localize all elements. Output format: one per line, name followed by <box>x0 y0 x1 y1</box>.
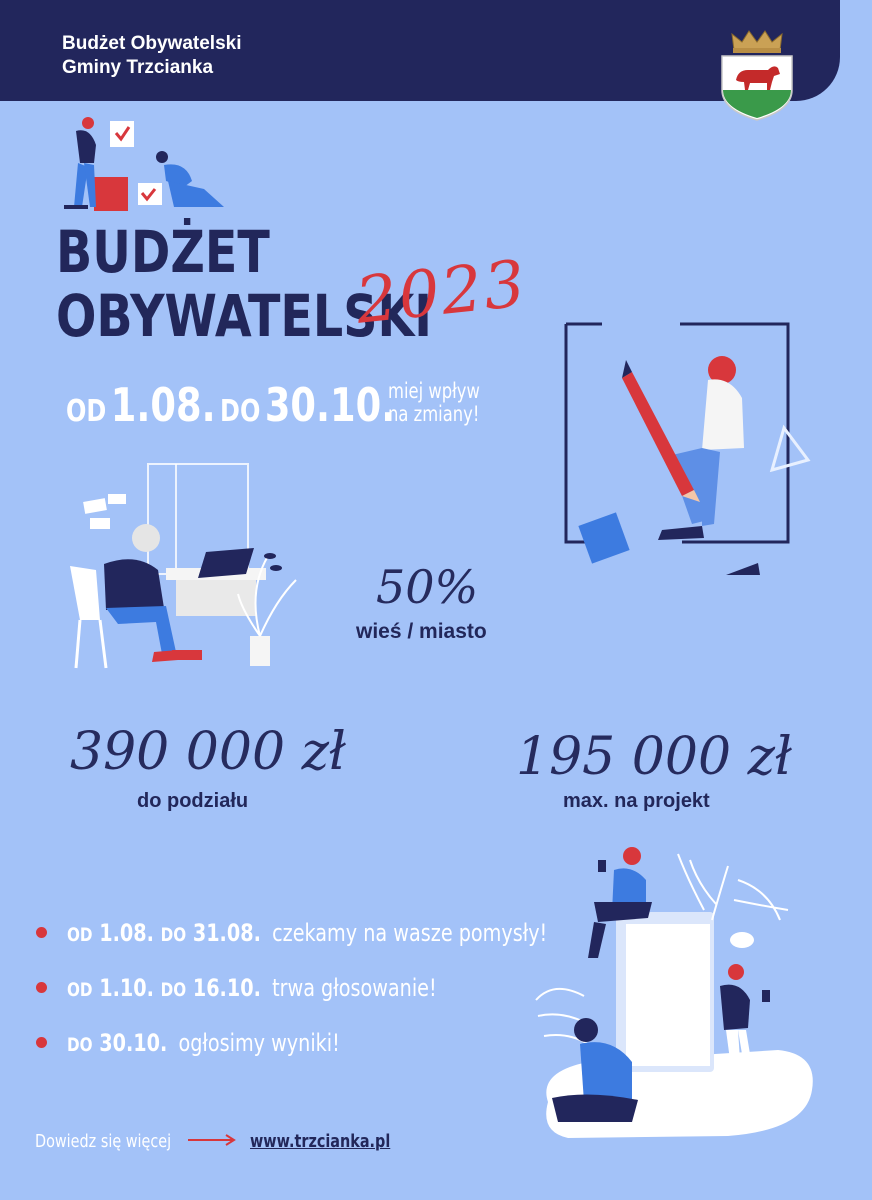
period-to-date: 30.10. <box>264 378 396 432</box>
timeline-dates <box>67 1029 167 1057</box>
bullet-dot <box>36 1037 47 1048</box>
max-project-label: max. na projekt <box>563 790 710 812</box>
split-label: wieś / miasto <box>356 620 487 643</box>
header-title <box>62 32 242 80</box>
phone-people-illustration <box>528 840 828 1145</box>
total-budget-value: 390 000 zł <box>70 722 346 782</box>
desk-worker-illustration <box>66 460 306 670</box>
headline-line1: BUDŻET <box>56 218 270 286</box>
footer-label: Dowiedz się więcej <box>35 1131 172 1152</box>
headline-line2: OBYWATELSKI <box>56 282 433 350</box>
website-link[interactable]: www.trzcianka.pl <box>250 1131 391 1152</box>
headline-year: 2023 <box>352 247 531 339</box>
timeline-from-word: OD <box>67 978 93 1001</box>
tagline-line1: miej wpływ <box>388 379 480 403</box>
period-tagline <box>388 380 480 426</box>
split-percent: 50% <box>376 560 479 614</box>
total-budget-label: do podziału <box>137 790 249 812</box>
timeline-description: ogłosimy wyniki! <box>178 1028 340 1057</box>
timeline-from-word: OD <box>67 923 93 946</box>
period-to-word: DO <box>220 394 261 429</box>
tagline-line2: na zmiany! <box>388 402 480 426</box>
timeline-from-date: 1.10. <box>99 973 154 1002</box>
campaign-period <box>66 378 395 432</box>
header-banner <box>0 0 872 101</box>
period-from-word: OD <box>66 394 107 429</box>
timeline-to-date: 31.08. <box>192 918 261 947</box>
timeline-to-word: DO <box>160 978 187 1001</box>
timeline-item-text <box>67 919 547 947</box>
timeline-dates <box>67 919 261 947</box>
timeline-to-word: DO <box>67 1033 93 1056</box>
max-project-value: 195 000 zł <box>516 727 792 787</box>
timeline-dates <box>67 974 261 1002</box>
timeline-from-date: 1.08. <box>99 918 154 947</box>
arrow-right-icon <box>188 1130 238 1150</box>
timeline-item-text <box>67 1029 340 1057</box>
bullet-dot <box>36 982 47 993</box>
voting-people-illustration <box>54 115 229 215</box>
timeline-description: trwa głosowanie! <box>272 973 437 1002</box>
coat-of-arms-icon <box>716 28 798 124</box>
bullet-dot <box>36 927 47 938</box>
timeline-to-date: 16.10. <box>192 973 261 1002</box>
timeline-to-date: 30.10. <box>99 1028 168 1057</box>
header-title-line1: Budżet Obywatelski <box>62 33 242 54</box>
header-title-line2: Gminy Trzcianka <box>62 57 214 78</box>
timeline-item-text <box>67 974 437 1002</box>
timeline-to-word: DO <box>160 923 187 946</box>
pencil-girl-illustration <box>562 320 817 580</box>
period-from-date: 1.08. <box>110 378 216 432</box>
timeline-description: czekamy na wasze pomysły! <box>272 918 548 947</box>
